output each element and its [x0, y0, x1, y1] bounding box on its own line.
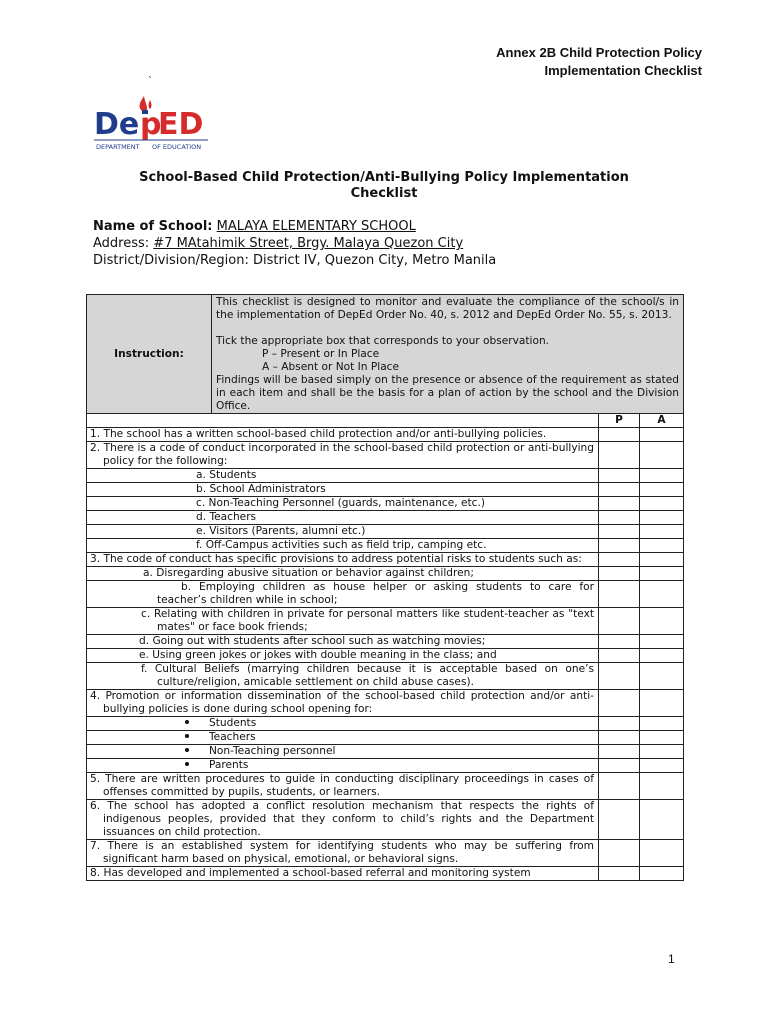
table-row — [87, 497, 684, 511]
item-3a: a. Disregarding abusive situation or behavior against children; — [87, 567, 599, 581]
table-row — [87, 690, 684, 717]
present-checkbox[interactable] — [599, 497, 640, 511]
address-row — [93, 235, 496, 252]
present-checkbox[interactable] — [599, 731, 640, 745]
absent-checkbox[interactable] — [640, 745, 684, 759]
present-checkbox[interactable] — [599, 581, 640, 608]
present-checkbox[interactable] — [599, 663, 640, 690]
present-checkbox[interactable] — [599, 608, 640, 635]
item-3b: b. Employing children as house helper or asking students to care for teacher’s children while in school; — [87, 581, 599, 608]
absent-checkbox[interactable] — [640, 800, 684, 840]
item-4b: Teachers — [87, 731, 599, 745]
bullet-icon — [185, 748, 189, 752]
school-name-label: Name of School: — [93, 219, 213, 234]
table-row — [87, 745, 684, 759]
table-row — [87, 539, 684, 553]
table-row — [87, 773, 684, 800]
school-name-value: MALAYA ELEMENTARY SCHOOL — [216, 219, 416, 234]
absent-checkbox[interactable] — [640, 497, 684, 511]
absent-checkbox[interactable] — [640, 567, 684, 581]
item-4a: Students — [87, 717, 599, 731]
item-4d: Parents — [87, 759, 599, 773]
bullet-icon — [185, 734, 189, 738]
address-value: #7 MAtahimik Street, Brgy. Malaya Quezon City — [153, 236, 464, 251]
legend-present: P – Present or In Place — [262, 348, 380, 360]
column-a-header: A — [640, 414, 684, 428]
item-3e: e. Using green jokes or jokes with double meaning in the class; and — [87, 649, 599, 663]
item-2e: e. Visitors (Parents, alumni etc.) — [87, 525, 599, 539]
table-row — [87, 567, 684, 581]
absent-checkbox[interactable] — [640, 635, 684, 649]
table-row — [87, 511, 684, 525]
deped-logo — [94, 96, 208, 154]
present-checkbox[interactable] — [599, 553, 640, 567]
item-2f: f. Off-Campus activities such as field trip, camping etc. — [87, 539, 599, 553]
absent-checkbox[interactable] — [640, 608, 684, 635]
table-row — [87, 867, 684, 881]
svg-text:p: p — [140, 107, 162, 142]
instruction-text — [212, 295, 684, 414]
table-row — [87, 428, 684, 442]
absent-checkbox[interactable] — [640, 649, 684, 663]
annex-line-1: Annex 2B Child Protection Policy — [496, 45, 702, 60]
absent-checkbox[interactable] — [640, 553, 684, 567]
instruction-para-2: Tick the appropriate box that corresponds to your observation. — [216, 335, 550, 347]
absent-checkbox[interactable] — [640, 867, 684, 881]
table-row — [87, 525, 684, 539]
svg-text:ED: ED — [158, 107, 204, 142]
present-checkbox[interactable] — [599, 800, 640, 840]
address-label: Address: — [93, 236, 150, 251]
school-info — [93, 218, 496, 269]
present-checkbox[interactable] — [599, 635, 640, 649]
deped-logo-icon — [94, 96, 208, 154]
absent-checkbox[interactable] — [640, 428, 684, 442]
present-checkbox[interactable] — [599, 867, 640, 881]
table-row — [87, 442, 684, 469]
bullet-icon — [185, 720, 189, 724]
table-row — [87, 649, 684, 663]
table-row — [87, 759, 684, 773]
absent-checkbox[interactable] — [640, 773, 684, 800]
annex-line-2: Implementation Checklist — [544, 63, 702, 78]
table-row — [87, 483, 684, 497]
absent-checkbox[interactable] — [640, 663, 684, 690]
present-checkbox[interactable] — [599, 483, 640, 497]
title-line-1: School-Based Child Protection/Anti-Bullying Policy Implementation — [139, 170, 629, 185]
item-6: 6. The school has adopted a conflict resolution mechanism that respects the rights of indigenous peoples, provided that they conform to child’s rights and the Department issuances on child protection. — [87, 800, 599, 840]
instruction-para-1: This checklist is designed to monitor and evaluate the compliance of the school/s in the implementation of DepEd Order No. 40, s. 2012 and DepEd Order No. 55, s. 2013. — [216, 296, 680, 321]
annex-heading — [496, 44, 702, 80]
item-4: 4. Promotion or information dissemination of the school-based child protection and/or anti-bullying policies is done during school opening for: — [87, 690, 599, 717]
present-checkbox[interactable] — [599, 773, 640, 800]
table-row — [87, 717, 684, 731]
absent-checkbox[interactable] — [640, 731, 684, 745]
svg-text:OF EDUCATION: OF EDUCATION — [152, 143, 202, 151]
item-2b: b. School Administrators — [87, 483, 599, 497]
stray-mark: ` — [148, 76, 153, 87]
item-3: 3. The code of conduct has specific provisions to address potential risks to students such as: — [87, 553, 599, 567]
absent-checkbox[interactable] — [640, 539, 684, 553]
table-row — [87, 553, 684, 567]
present-checkbox[interactable] — [599, 428, 640, 442]
present-checkbox[interactable] — [599, 469, 640, 483]
item-8: 8. Has developed and implemented a school-based referral and monitoring system — [87, 867, 599, 881]
item-2: 2. There is a code of conduct incorporated in the school-based child protection or anti-bullying policy for the following: — [87, 442, 599, 469]
present-checkbox[interactable] — [599, 525, 640, 539]
absent-checkbox[interactable] — [640, 483, 684, 497]
table-row — [87, 731, 684, 745]
present-checkbox[interactable] — [599, 759, 640, 773]
table-row — [87, 800, 684, 840]
district-row: District/Division/Region: District IV, Quezon City, Metro Manila — [93, 253, 497, 268]
present-checkbox[interactable] — [599, 717, 640, 731]
item-3d: d. Going out with students after school such as watching movies; — [87, 635, 599, 649]
item-1: 1. The school has a written school-based child protection and/or anti-bullying policies. — [87, 428, 599, 442]
absent-checkbox[interactable] — [640, 690, 684, 717]
absent-checkbox[interactable] — [640, 511, 684, 525]
item-5: 5. There are written procedures to guide in conducting disciplinary proceedings in cases of offenses committed by pupils, students, or learners. — [87, 773, 599, 800]
absent-checkbox[interactable] — [640, 442, 684, 469]
item-2a: a. Students — [87, 469, 599, 483]
present-checkbox[interactable] — [599, 745, 640, 759]
svg-text:De: De — [94, 107, 140, 142]
svg-text:DEPARTMENT: DEPARTMENT — [96, 143, 140, 151]
present-checkbox[interactable] — [599, 442, 640, 469]
column-header-row — [87, 414, 684, 428]
table-row — [87, 635, 684, 649]
item-3c: c. Relating with children in private for personal matters like student-teacher as "text mates" or face book friends; — [87, 608, 599, 635]
instruction-label: Instruction: — [87, 295, 212, 414]
school-name-row — [93, 218, 496, 235]
absent-checkbox[interactable] — [640, 525, 684, 539]
present-checkbox[interactable] — [599, 511, 640, 525]
checklist-table — [86, 294, 684, 881]
legend-absent: A – Absent or Not In Place — [262, 361, 400, 373]
table-row — [87, 840, 684, 867]
item-2c: c. Non-Teaching Personnel (guards, maintenance, etc.) — [87, 497, 599, 511]
item-2d: d. Teachers — [87, 511, 599, 525]
absent-checkbox[interactable] — [640, 717, 684, 731]
table-row — [87, 469, 684, 483]
present-checkbox[interactable] — [599, 567, 640, 581]
item-7: 7. There is an established system for identifying students who may be suffering from significant harm based on physical, emotional, or behavioral signs. — [87, 840, 599, 867]
document-title — [100, 170, 668, 202]
absent-checkbox[interactable] — [640, 759, 684, 773]
instruction-row — [87, 295, 684, 414]
title-line-2: Checklist — [350, 186, 418, 201]
present-checkbox[interactable] — [599, 690, 640, 717]
table-row — [87, 581, 684, 608]
column-p-header: P — [599, 414, 640, 428]
bullet-icon — [185, 762, 189, 766]
absent-checkbox[interactable] — [640, 840, 684, 867]
item-3f: f. Cultural Beliefs (marrying children because it is acceptable based on one’s culture/religion, amicable settlement on child abuse cases). — [87, 663, 599, 690]
table-row — [87, 663, 684, 690]
present-checkbox[interactable] — [599, 539, 640, 553]
absent-checkbox[interactable] — [640, 469, 684, 483]
present-checkbox[interactable] — [599, 649, 640, 663]
page-number: 1 — [668, 952, 675, 966]
absent-checkbox[interactable] — [640, 581, 684, 608]
present-checkbox[interactable] — [599, 840, 640, 867]
item-4c: Non-Teaching personnel — [87, 745, 599, 759]
table-row — [87, 608, 684, 635]
instruction-para-3: Findings will be based simply on the presence or absence of the requirement as stated in each item and shall be the basis for a plan of action by the school and the Division Office. — [216, 374, 680, 412]
